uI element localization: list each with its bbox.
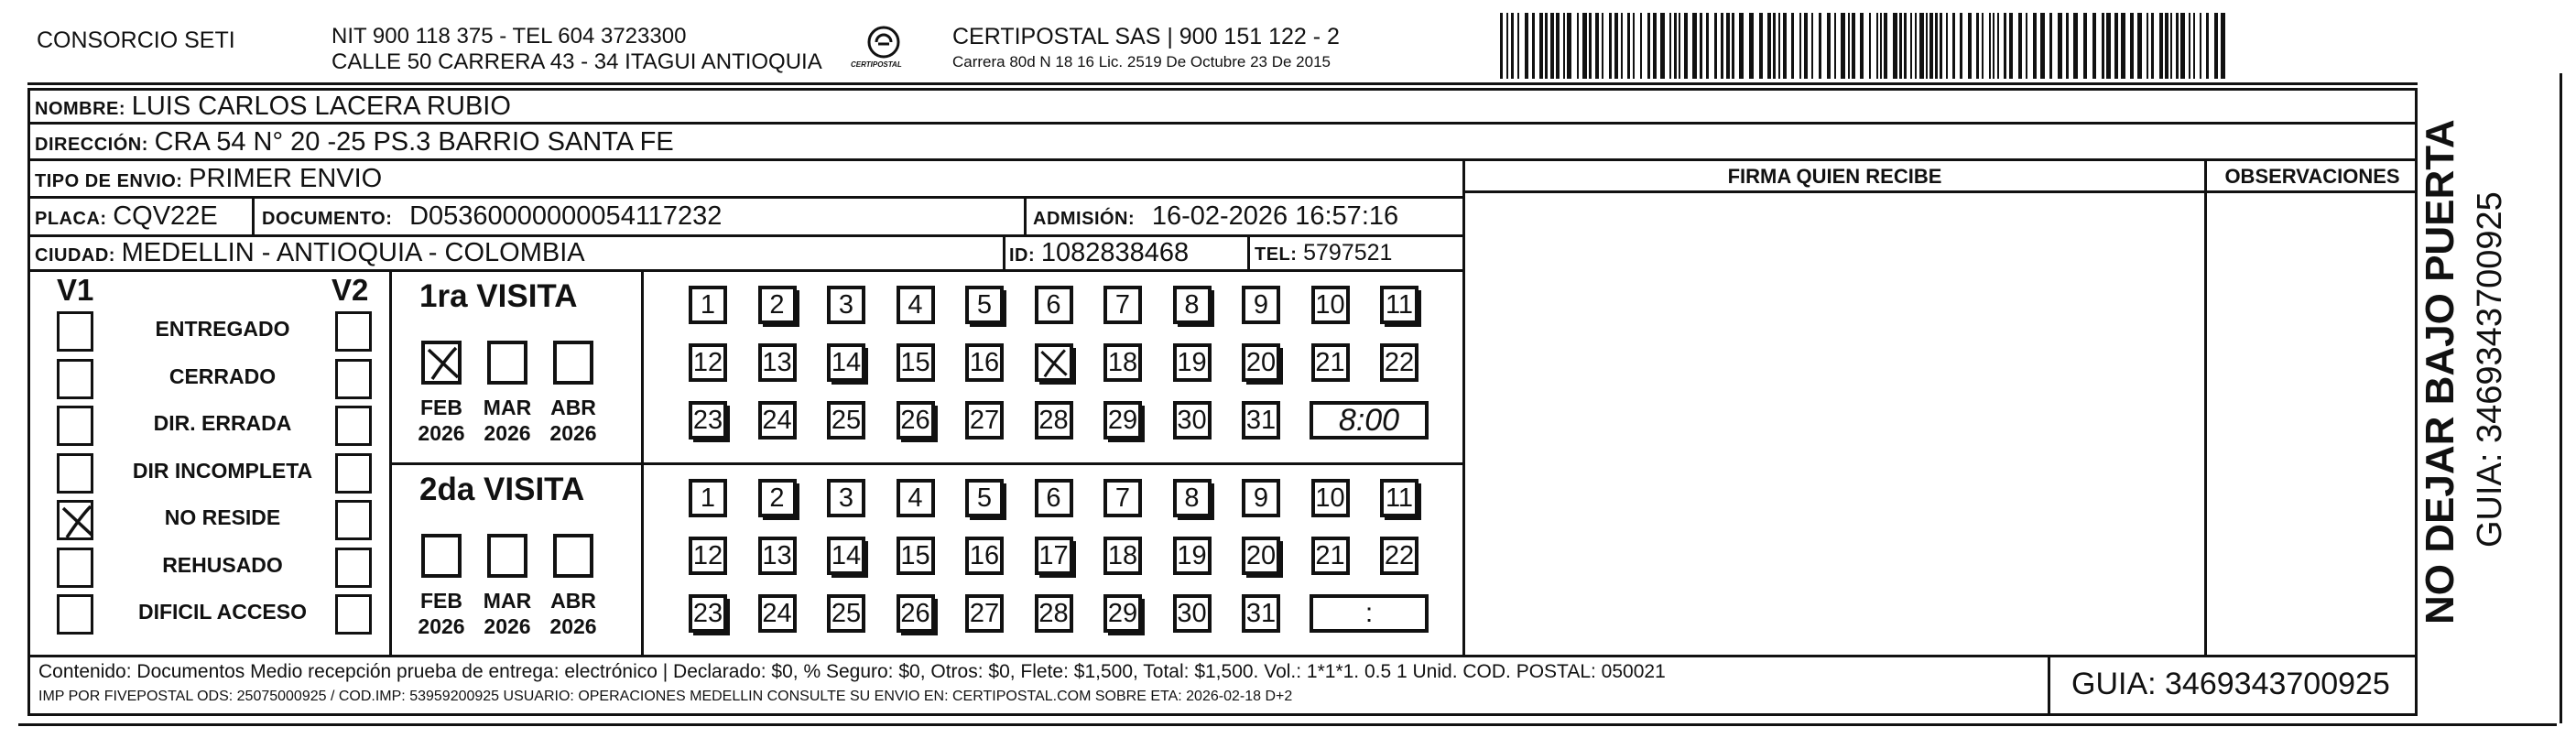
- side-guia: GUIA: 3469343700925: [2471, 191, 2509, 548]
- barcode-bar: [2130, 13, 2134, 79]
- year-label: 2026: [484, 421, 531, 445]
- barcode-bar: [2018, 13, 2022, 79]
- time-box[interactable]: 8:00: [1310, 401, 1429, 440]
- tipo-label: TIPO DE ENVIO:: [35, 171, 183, 191]
- barcode-bar: [1739, 13, 1744, 79]
- tel-row: [1255, 240, 1392, 266]
- day-box-22[interactable]: 22: [1380, 537, 1418, 575]
- barcode-bar: [1880, 13, 1882, 79]
- barcode-bar: [1647, 13, 1650, 79]
- barcode-bar: [2092, 13, 2096, 79]
- barcode-bar: [2033, 13, 2037, 79]
- barcode-bar: [1778, 13, 1780, 79]
- barcode-bar: [1926, 13, 1928, 79]
- status-label-entregado: ENTREGADO: [155, 317, 290, 341]
- barcode-bar: [1952, 13, 1955, 79]
- barcode-bar: [1577, 13, 1579, 79]
- year-label: 2026: [418, 421, 465, 445]
- barcode-bar: [2026, 13, 2027, 79]
- day-box-13[interactable]: 13: [758, 537, 797, 575]
- day-box-11[interactable]: 11: [1380, 286, 1418, 324]
- barcode-bar: [1799, 13, 1801, 79]
- barcode-bar: [1811, 13, 1813, 79]
- day-box-5[interactable]: 5: [965, 286, 1004, 324]
- day-box-23[interactable]: 23: [689, 594, 727, 633]
- status-label-dir-errada: DIR. ERRADA: [153, 411, 292, 435]
- barcode-bar: [2170, 13, 2172, 79]
- barcode-bar: [1589, 13, 1592, 79]
- barcode-bar: [1714, 13, 1717, 79]
- barcode-bar: [2009, 13, 2013, 79]
- check-mark-icon: [60, 503, 96, 539]
- barcode-bar: [1706, 13, 1709, 79]
- day-box-6[interactable]: 6: [1035, 286, 1073, 324]
- barcode-bar: [1910, 13, 1912, 79]
- barcode-bar: [2193, 13, 2195, 79]
- tipo-value: PRIMER ENVIO: [189, 164, 383, 193]
- barcode-bar: [1550, 13, 1554, 79]
- day-box-25[interactable]: 25: [827, 401, 865, 440]
- barcode-bar: [1976, 13, 1979, 79]
- day-box-30[interactable]: 30: [1173, 594, 1212, 633]
- month-checkbox-mar[interactable]: [487, 341, 527, 385]
- day-box-2[interactable]: 2: [758, 479, 797, 517]
- day-box-1[interactable]: 1: [689, 479, 727, 517]
- day-box-22[interactable]: 22: [1380, 343, 1418, 382]
- day-box-21[interactable]: 21: [1311, 537, 1350, 575]
- day-box-1[interactable]: 1: [689, 286, 727, 324]
- barcode-bar: [1614, 13, 1618, 79]
- no-dejar-bajo-puerta: NO DEJAR BAJO PUERTA: [2418, 119, 2462, 624]
- day-box-8[interactable]: 8: [1173, 479, 1212, 517]
- v2-checkbox-dificil-acceso[interactable]: [335, 594, 372, 635]
- barcode-bar: [1621, 13, 1623, 79]
- barcode-bar: [1749, 13, 1754, 79]
- barcode-bar: [1989, 13, 1991, 79]
- barcode-bar: [1517, 13, 1519, 79]
- v2-checkbox-entregado[interactable]: [335, 311, 372, 352]
- day-box-15[interactable]: 15: [897, 537, 935, 575]
- barcode-bar: [1511, 13, 1514, 79]
- certipostal-logo: [851, 22, 911, 77]
- barcode-bar: [2176, 13, 2179, 79]
- barcode-bar: [1532, 13, 1535, 79]
- barcode-bar: [2159, 13, 2163, 79]
- barcode-bar: [1609, 13, 1612, 79]
- barcode-bar: [2147, 13, 2148, 79]
- day-box-3[interactable]: 3: [827, 286, 865, 324]
- year-label: 2026: [484, 614, 531, 638]
- barcode-bar: [1627, 13, 1630, 79]
- day-box-12[interactable]: 12: [689, 537, 727, 575]
- month-label: FEB: [420, 589, 462, 613]
- barcode-bar: [1852, 13, 1855, 79]
- barcode-bar: [1848, 13, 1850, 79]
- day-box-26[interactable]: 26: [897, 594, 935, 633]
- admision-label: ADMISIÓN:: [1033, 209, 1136, 229]
- day-box-28[interactable]: 28: [1035, 594, 1073, 633]
- barcode-bar: [1915, 13, 1917, 79]
- day-box-18[interactable]: 18: [1103, 537, 1142, 575]
- year-label: 2026: [418, 614, 465, 638]
- day-box-5[interactable]: 5: [965, 479, 1004, 517]
- barcode-bar: [1935, 13, 1938, 79]
- day-box-19[interactable]: 19: [1173, 343, 1212, 382]
- barcode-bar: [2121, 13, 2125, 79]
- barcode-bar: [2106, 13, 2111, 79]
- day-box-24[interactable]: 24: [758, 401, 797, 440]
- day-box-13[interactable]: 13: [758, 343, 797, 382]
- right-rule: [2560, 73, 2562, 723]
- day-box-11[interactable]: 11: [1380, 479, 1418, 517]
- v2-checkbox-dir-incompleta[interactable]: [335, 453, 372, 494]
- v2-checkbox-dir-errada[interactable]: [335, 406, 372, 446]
- barcode-bar: [1860, 13, 1864, 79]
- barcode-bar: [1653, 13, 1657, 79]
- barcode-bar: [1633, 13, 1635, 79]
- license-line: Carrera 80d N 18 16 Lic. 2519 De Octubre 23 De 2015: [952, 53, 1331, 71]
- barcode-bar: [2083, 13, 2087, 79]
- day-box-28[interactable]: 28: [1035, 401, 1073, 440]
- barcode-bar: [1567, 13, 1571, 79]
- tel-value: 5797521: [1303, 240, 1393, 266]
- month-checkbox-feb[interactable]: [421, 341, 462, 385]
- status-label-cerrado: CERRADO: [168, 364, 277, 388]
- placa-row: [35, 201, 218, 232]
- v2-label: V2: [332, 273, 369, 307]
- day-box-26[interactable]: 26: [897, 401, 935, 440]
- barcode-bar: [1827, 13, 1831, 79]
- barcode-bar: [1946, 13, 1948, 79]
- documento-row: [262, 201, 722, 232]
- barcode-bar: [1884, 13, 1887, 79]
- barcode-bar: [2073, 13, 2078, 79]
- v2-checkbox-rehusado[interactable]: [335, 548, 372, 588]
- barcode-bar: [1669, 13, 1671, 79]
- documento-label: DOCUMENTO:: [262, 209, 393, 229]
- v2-checkbox-no-reside[interactable]: [335, 500, 372, 540]
- v1-checkbox-dir-incompleta[interactable]: [57, 453, 93, 494]
- day-box-17[interactable]: 17: [1035, 537, 1073, 575]
- barcode-bar: [1700, 13, 1702, 79]
- month-checkbox-abr[interactable]: [553, 341, 593, 385]
- barcode-bar: [1674, 13, 1677, 79]
- barcode-bar: [2058, 13, 2062, 79]
- day-box-10[interactable]: 10: [1311, 286, 1350, 324]
- day-box-7[interactable]: 7: [1103, 479, 1142, 517]
- placa-value: CQV22E: [113, 201, 218, 231]
- day-box-27[interactable]: 27: [965, 594, 1004, 633]
- direccion-label: DIRECCIÓN:: [35, 135, 148, 155]
- barcode-bar: [1783, 13, 1787, 79]
- visit-title: 1ra VISITA: [419, 278, 578, 314]
- month-checkbox-mar[interactable]: [487, 534, 527, 578]
- direccion-value: CRA 54 N° 20 -25 PS.3 BARRIO SANTA FE: [154, 127, 674, 157]
- barcode-bar: [1563, 13, 1565, 79]
- barcode-bar: [2180, 13, 2185, 79]
- barcode-bar: [1968, 13, 1972, 79]
- month-checkbox-abr[interactable]: [553, 534, 593, 578]
- v1-checkbox-cerrado[interactable]: [57, 359, 93, 399]
- admision-row: [1033, 201, 1398, 232]
- day-box-21[interactable]: 21: [1311, 343, 1350, 382]
- barcode-bar: [1602, 13, 1603, 79]
- day-box-24[interactable]: 24: [758, 594, 797, 633]
- id-label: ID:: [1009, 245, 1036, 266]
- barcode-bar: [1993, 13, 1994, 79]
- day-box-3[interactable]: 3: [827, 479, 865, 517]
- month-label: ABR: [550, 589, 596, 613]
- barcode-bar: [1692, 13, 1697, 79]
- certipostal-line: CERTIPOSTAL SAS | 900 151 122 - 2: [952, 24, 1340, 49]
- barcode-bar: [1726, 13, 1730, 79]
- contenido-line: Contenido: Documentos Medio recepción prueba de entrega: electrónico | Declarado: $0, % Seguro: $0, Otros: $0, Flete: $1,500, Total: $1,500. Vol.: 1*1*1. 0.5 1 Unid. COD. POSTAL: 050021: [38, 661, 1666, 682]
- day-box-4[interactable]: 4: [897, 479, 935, 517]
- v1-checkbox-no-reside[interactable]: [57, 500, 93, 540]
- v1-checkbox-entregado[interactable]: [57, 311, 93, 352]
- status-label-dificil-acceso: DIFICIL ACCESO: [137, 600, 307, 624]
- barcode-bar: [1919, 13, 1924, 79]
- v1-checkbox-dificil-acceso[interactable]: [57, 594, 93, 635]
- barcode-bar: [1582, 13, 1587, 79]
- day-box-20[interactable]: 20: [1242, 343, 1280, 382]
- barcode-bar: [2189, 13, 2190, 79]
- imp-line: IMP POR FIVEPOSTAL ODS: 25075000925 / COD.IMP: 53959200925 USUARIO: OPERACIONES MEDELLIN CONSULTE SU ENVIO EN: CERTIPOSTAL.COM SOBRE ETA: 2026-02-18 D+2: [38, 689, 1293, 704]
- logo-text: CERTIPOSTAL: [851, 60, 902, 69]
- month-label: MAR: [483, 589, 532, 613]
- top-rule: [27, 82, 2418, 85]
- ciudad-row: [35, 238, 585, 268]
- barcode: [1500, 13, 2233, 79]
- day-box-25[interactable]: 25: [827, 594, 865, 633]
- barcode-bar: [2004, 13, 2006, 79]
- tel-label: TEL:: [1255, 244, 1298, 265]
- day-box-16[interactable]: 16: [965, 537, 1004, 575]
- day-box-12[interactable]: 12: [689, 343, 727, 382]
- day-box-16[interactable]: 16: [965, 343, 1004, 382]
- barcode-bar: [1732, 13, 1734, 79]
- day-box-17[interactable]: [1035, 343, 1073, 382]
- day-box-15[interactable]: 15: [897, 343, 935, 382]
- time-box[interactable]: :: [1310, 594, 1429, 633]
- barcode-bar: [1819, 13, 1821, 79]
- firma-label: FIRMA QUIEN RECIBE: [1727, 165, 1942, 188]
- status-label-dir-incompleta: DIR INCOMPLETA: [132, 458, 313, 483]
- day-box-6[interactable]: 6: [1035, 479, 1073, 517]
- barcode-bar: [1834, 13, 1836, 79]
- barcode-bar: [2151, 13, 2154, 79]
- day-box-29[interactable]: 29: [1103, 594, 1142, 633]
- tipo-row: [35, 164, 382, 194]
- company-name: CONSORCIO SETI: [37, 27, 235, 53]
- day-box-30[interactable]: 30: [1173, 401, 1212, 440]
- admision-value: 16-02-2026 16:57:16: [1151, 201, 1399, 231]
- barcode-bar: [2114, 13, 2118, 79]
- barcode-bar: [2214, 13, 2218, 79]
- barcode-bar: [2200, 13, 2201, 79]
- ciudad-label: CIUDAD:: [35, 245, 115, 266]
- day-box-4[interactable]: 4: [897, 286, 935, 324]
- day-box-10[interactable]: 10: [1311, 479, 1350, 517]
- footer-guia: GUIA: 3469343700925: [2071, 667, 2390, 701]
- day-box-31[interactable]: 31: [1242, 401, 1280, 440]
- documento-value: D05360000000054117232: [409, 201, 723, 231]
- barcode-bar: [1804, 13, 1808, 79]
- v1-label: V1: [57, 273, 94, 307]
- address-line: CALLE 50 CARRERA 43 - 34 ITAGUI ANTIOQUIA: [332, 49, 822, 74]
- observaciones-label: OBSERVACIONES: [2224, 165, 2400, 188]
- barcode-bar: [1997, 13, 1999, 79]
- barcode-bar: [1904, 13, 1907, 79]
- month-label: MAR: [483, 396, 532, 419]
- barcode-bar: [1893, 13, 1897, 79]
- day-box-7[interactable]: 7: [1103, 286, 1142, 324]
- v2-checkbox-cerrado[interactable]: [335, 359, 372, 399]
- bottom-rule: [18, 723, 2557, 726]
- day-box-27[interactable]: 27: [965, 401, 1004, 440]
- barcode-bar: [1525, 13, 1528, 79]
- nombre-value: LUIS CARLOS LACERA RUBIO: [131, 92, 511, 121]
- barcode-bar: [2066, 13, 2069, 79]
- check-mark-icon: [425, 344, 462, 381]
- barcode-bar: [2049, 13, 2052, 79]
- v1-checkbox-dir-errada[interactable]: [57, 406, 93, 446]
- barcode-bar: [1721, 13, 1723, 79]
- month-label: FEB: [420, 396, 462, 419]
- id-value: 1082838468: [1040, 238, 1190, 267]
- barcode-bar: [1506, 13, 1508, 79]
- day-box-29[interactable]: 29: [1103, 401, 1142, 440]
- placa-label: PLACA:: [35, 209, 107, 229]
- ciudad-value: MEDELLIN - ANTIOQUIA - COLOMBIA: [121, 238, 585, 267]
- v1-checkbox-rehusado[interactable]: [57, 548, 93, 588]
- year-label: 2026: [549, 421, 597, 445]
- day-box-2[interactable]: 2: [758, 286, 797, 324]
- day-box-31[interactable]: 31: [1242, 594, 1280, 633]
- barcode-bar: [1556, 13, 1560, 79]
- nit-line: NIT 900 118 375 - TEL 604 3723300: [332, 24, 687, 49]
- status-label-no-reside: NO RESIDE: [164, 505, 281, 529]
- barcode-bar: [1899, 13, 1902, 79]
- barcode-bar: [1841, 13, 1845, 79]
- barcode-bar: [1660, 13, 1665, 79]
- barcode-bar: [1684, 13, 1688, 79]
- barcode-bar: [2102, 13, 2104, 79]
- month-checkbox-feb[interactable]: [421, 534, 462, 578]
- barcode-bar: [2165, 13, 2168, 79]
- day-box-18[interactable]: 18: [1103, 343, 1142, 382]
- barcode-bar: [2137, 13, 2142, 79]
- day-box-9[interactable]: 9: [1242, 479, 1280, 517]
- day-box-9[interactable]: 9: [1242, 286, 1280, 324]
- barcode-bar: [1869, 13, 1871, 79]
- barcode-bar: [1791, 13, 1794, 79]
- barcode-bar: [1679, 13, 1680, 79]
- day-box-8[interactable]: 8: [1173, 286, 1212, 324]
- check-mark-icon: [1038, 347, 1070, 378]
- barcode-bar: [1940, 13, 1942, 79]
- direccion-row: [35, 127, 674, 157]
- barcode-bar: [1640, 13, 1642, 79]
- day-box-19[interactable]: 19: [1173, 537, 1212, 575]
- id-row: [1009, 238, 1189, 268]
- month-label: ABR: [550, 396, 596, 419]
- barcode-bar: [1773, 13, 1776, 79]
- barcode-bar: [1876, 13, 1878, 79]
- barcode-bar: [2221, 13, 2225, 79]
- year-label: 2026: [549, 614, 597, 638]
- visit-title: 2da VISITA: [419, 472, 585, 507]
- barcode-bar: [1759, 13, 1763, 79]
- status-label-rehusado: REHUSADO: [162, 552, 283, 577]
- barcode-bar: [1595, 13, 1599, 79]
- barcode-bar: [1545, 13, 1548, 79]
- barcode-bar: [1539, 13, 1543, 79]
- barcode-bar: [1960, 13, 1962, 79]
- day-box-14[interactable]: 14: [827, 537, 865, 575]
- barcode-bar: [1982, 13, 1984, 79]
- barcode-bar: [1929, 13, 1933, 79]
- barcode-bar: [1767, 13, 1771, 79]
- day-box-23[interactable]: 23: [689, 401, 727, 440]
- barcode-bar: [2206, 13, 2209, 79]
- nombre-label: NOMBRE:: [35, 99, 126, 119]
- barcode-bar: [1500, 13, 1503, 79]
- day-box-20[interactable]: 20: [1242, 537, 1280, 575]
- barcode-bar: [2040, 13, 2045, 79]
- nombre-row: [35, 92, 511, 122]
- day-box-14[interactable]: 14: [827, 343, 865, 382]
